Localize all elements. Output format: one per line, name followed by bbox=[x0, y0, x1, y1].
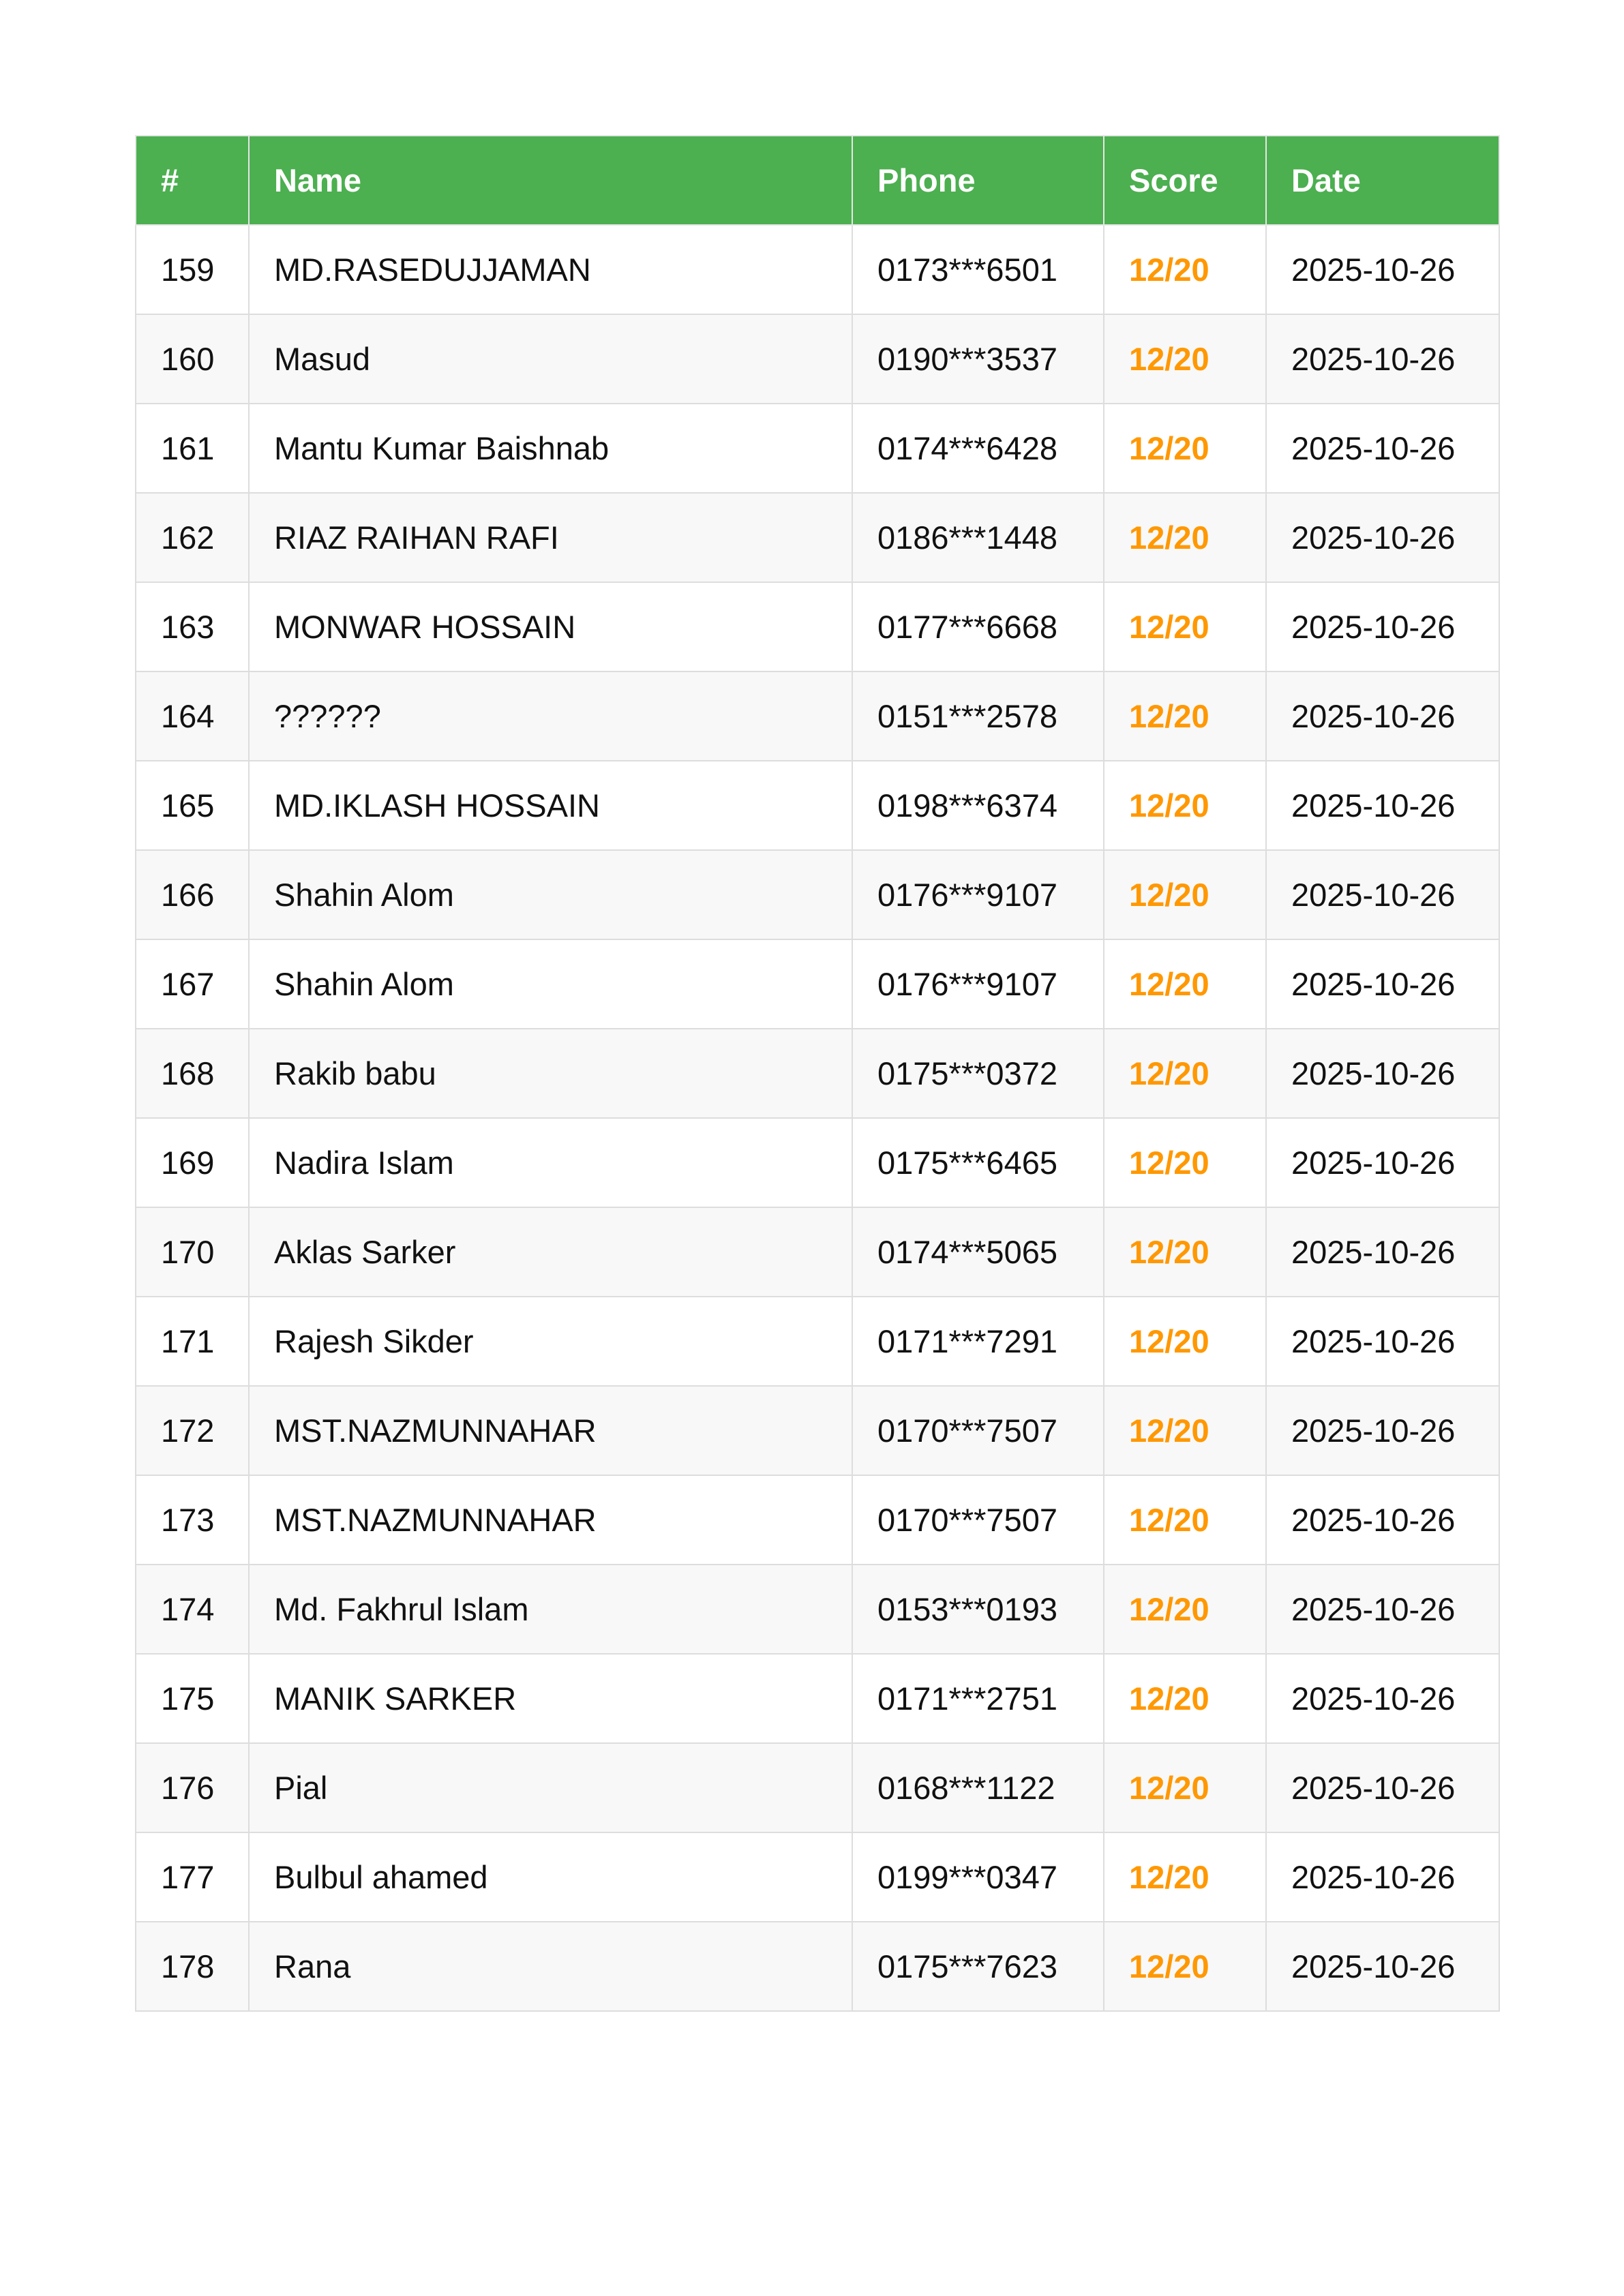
participant-name: Mantu Kumar Baishnab bbox=[249, 404, 852, 493]
table-row bbox=[136, 939, 1499, 1029]
table-row bbox=[136, 582, 1499, 671]
score-value: 12/20 bbox=[1104, 1565, 1266, 1654]
submission-date: 2025-10-26 bbox=[1266, 1922, 1499, 2011]
submission-date: 2025-10-26 bbox=[1266, 1386, 1499, 1475]
participant-name: Shahin Alom bbox=[249, 939, 852, 1029]
row-number: 178 bbox=[136, 1922, 249, 2011]
row-number: 169 bbox=[136, 1118, 249, 1207]
row-number: 162 bbox=[136, 493, 249, 582]
table-row bbox=[136, 1029, 1499, 1118]
submission-date: 2025-10-26 bbox=[1266, 1565, 1499, 1654]
phone-number: 0177***6668 bbox=[852, 582, 1104, 671]
score-value: 12/20 bbox=[1104, 582, 1266, 671]
submission-date: 2025-10-26 bbox=[1266, 671, 1499, 761]
participant-name: Md. Fakhrul Islam bbox=[249, 1565, 852, 1654]
table-row bbox=[136, 1475, 1499, 1565]
submission-date: 2025-10-26 bbox=[1266, 582, 1499, 671]
score-value: 12/20 bbox=[1104, 1654, 1266, 1743]
participant-name: MD.RASEDUJJAMAN bbox=[249, 225, 852, 314]
participant-name: MST.NAZMUNNAHAR bbox=[249, 1386, 852, 1475]
phone-number: 0198***6374 bbox=[852, 761, 1104, 850]
score-value: 12/20 bbox=[1104, 1475, 1266, 1565]
row-number: 170 bbox=[136, 1207, 249, 1297]
submission-date: 2025-10-26 bbox=[1266, 493, 1499, 582]
phone-number: 0199***0347 bbox=[852, 1832, 1104, 1922]
phone-number: 0171***7291 bbox=[852, 1297, 1104, 1386]
table-row bbox=[136, 493, 1499, 582]
table-row bbox=[136, 1832, 1499, 1922]
submission-date: 2025-10-26 bbox=[1266, 1297, 1499, 1386]
phone-number: 0151***2578 bbox=[852, 671, 1104, 761]
participant-name: RIAZ RAIHAN RAFI bbox=[249, 493, 852, 582]
phone-number: 0174***5065 bbox=[852, 1207, 1104, 1297]
header-num: # bbox=[136, 136, 249, 225]
row-number: 159 bbox=[136, 225, 249, 314]
row-number: 161 bbox=[136, 404, 249, 493]
participant-name: Shahin Alom bbox=[249, 850, 852, 939]
row-number: 163 bbox=[136, 582, 249, 671]
score-value: 12/20 bbox=[1104, 1386, 1266, 1475]
table-row bbox=[136, 1297, 1499, 1386]
phone-number: 0175***6465 bbox=[852, 1118, 1104, 1207]
phone-number: 0186***1448 bbox=[852, 493, 1104, 582]
table-row bbox=[136, 1743, 1499, 1832]
submission-date: 2025-10-26 bbox=[1266, 850, 1499, 939]
participant-name: Rana bbox=[249, 1922, 852, 2011]
table-row bbox=[136, 1565, 1499, 1654]
table-row bbox=[136, 671, 1499, 761]
participant-name: Bulbul ahamed bbox=[249, 1832, 852, 1922]
submission-date: 2025-10-26 bbox=[1266, 1118, 1499, 1207]
score-value: 12/20 bbox=[1104, 1743, 1266, 1832]
score-value: 12/20 bbox=[1104, 1207, 1266, 1297]
score-value: 12/20 bbox=[1104, 939, 1266, 1029]
table-body bbox=[136, 225, 1499, 2011]
table-row bbox=[136, 1207, 1499, 1297]
phone-number: 0190***3537 bbox=[852, 314, 1104, 404]
submission-date: 2025-10-26 bbox=[1266, 939, 1499, 1029]
results-sheet bbox=[135, 135, 1499, 2012]
participant-name: MONWAR HOSSAIN bbox=[249, 582, 852, 671]
row-number: 164 bbox=[136, 671, 249, 761]
results-table bbox=[135, 135, 1500, 2012]
header-row bbox=[136, 136, 1499, 225]
submission-date: 2025-10-26 bbox=[1266, 1832, 1499, 1922]
submission-date: 2025-10-26 bbox=[1266, 1654, 1499, 1743]
participant-name: Rakib babu bbox=[249, 1029, 852, 1118]
phone-number: 0176***9107 bbox=[852, 850, 1104, 939]
phone-number: 0168***1122 bbox=[852, 1743, 1104, 1832]
header-name: Name bbox=[249, 136, 852, 225]
row-number: 173 bbox=[136, 1475, 249, 1565]
row-number: 160 bbox=[136, 314, 249, 404]
header-date: Date bbox=[1266, 136, 1499, 225]
score-value: 12/20 bbox=[1104, 1922, 1266, 2011]
submission-date: 2025-10-26 bbox=[1266, 1207, 1499, 1297]
score-value: 12/20 bbox=[1104, 314, 1266, 404]
submission-date: 2025-10-26 bbox=[1266, 404, 1499, 493]
submission-date: 2025-10-26 bbox=[1266, 1475, 1499, 1565]
table-row bbox=[136, 225, 1499, 314]
phone-number: 0174***6428 bbox=[852, 404, 1104, 493]
phone-number: 0173***6501 bbox=[852, 225, 1104, 314]
participant-name: MD.IKLASH HOSSAIN bbox=[249, 761, 852, 850]
table-row bbox=[136, 1654, 1499, 1743]
participant-name: Rajesh Sikder bbox=[249, 1297, 852, 1386]
phone-number: 0170***7507 bbox=[852, 1386, 1104, 1475]
phone-number: 0176***9107 bbox=[852, 939, 1104, 1029]
submission-date: 2025-10-26 bbox=[1266, 225, 1499, 314]
phone-number: 0175***0372 bbox=[852, 1029, 1104, 1118]
table-row bbox=[136, 1118, 1499, 1207]
table-row bbox=[136, 314, 1499, 404]
score-value: 12/20 bbox=[1104, 761, 1266, 850]
score-value: 12/20 bbox=[1104, 1029, 1266, 1118]
submission-date: 2025-10-26 bbox=[1266, 1029, 1499, 1118]
score-value: 12/20 bbox=[1104, 493, 1266, 582]
score-value: 12/20 bbox=[1104, 1297, 1266, 1386]
participant-name: Pial bbox=[249, 1743, 852, 1832]
score-value: 12/20 bbox=[1104, 850, 1266, 939]
header-phone: Phone bbox=[852, 136, 1104, 225]
participant-name: MANIK SARKER bbox=[249, 1654, 852, 1743]
table-row bbox=[136, 761, 1499, 850]
participant-name: Aklas Sarker bbox=[249, 1207, 852, 1297]
phone-number: 0170***7507 bbox=[852, 1475, 1104, 1565]
score-value: 12/20 bbox=[1104, 1118, 1266, 1207]
score-value: 12/20 bbox=[1104, 404, 1266, 493]
row-number: 171 bbox=[136, 1297, 249, 1386]
row-number: 177 bbox=[136, 1832, 249, 1922]
participant-name: Nadira Islam bbox=[249, 1118, 852, 1207]
table-row bbox=[136, 404, 1499, 493]
participant-name: ?????? bbox=[249, 671, 852, 761]
participant-name: Masud bbox=[249, 314, 852, 404]
score-value: 12/20 bbox=[1104, 1832, 1266, 1922]
row-number: 165 bbox=[136, 761, 249, 850]
row-number: 172 bbox=[136, 1386, 249, 1475]
row-number: 174 bbox=[136, 1565, 249, 1654]
table-header bbox=[136, 136, 1499, 225]
score-value: 12/20 bbox=[1104, 671, 1266, 761]
table-row bbox=[136, 1386, 1499, 1475]
row-number: 175 bbox=[136, 1654, 249, 1743]
row-number: 168 bbox=[136, 1029, 249, 1118]
submission-date: 2025-10-26 bbox=[1266, 761, 1499, 850]
phone-number: 0153***0193 bbox=[852, 1565, 1104, 1654]
phone-number: 0171***2751 bbox=[852, 1654, 1104, 1743]
table-row bbox=[136, 850, 1499, 939]
row-number: 166 bbox=[136, 850, 249, 939]
table-row bbox=[136, 1922, 1499, 2011]
submission-date: 2025-10-26 bbox=[1266, 314, 1499, 404]
row-number: 167 bbox=[136, 939, 249, 1029]
phone-number: 0175***7623 bbox=[852, 1922, 1104, 2011]
row-number: 176 bbox=[136, 1743, 249, 1832]
header-score: Score bbox=[1104, 136, 1266, 225]
score-value: 12/20 bbox=[1104, 225, 1266, 314]
submission-date: 2025-10-26 bbox=[1266, 1743, 1499, 1832]
participant-name: MST.NAZMUNNAHAR bbox=[249, 1475, 852, 1565]
